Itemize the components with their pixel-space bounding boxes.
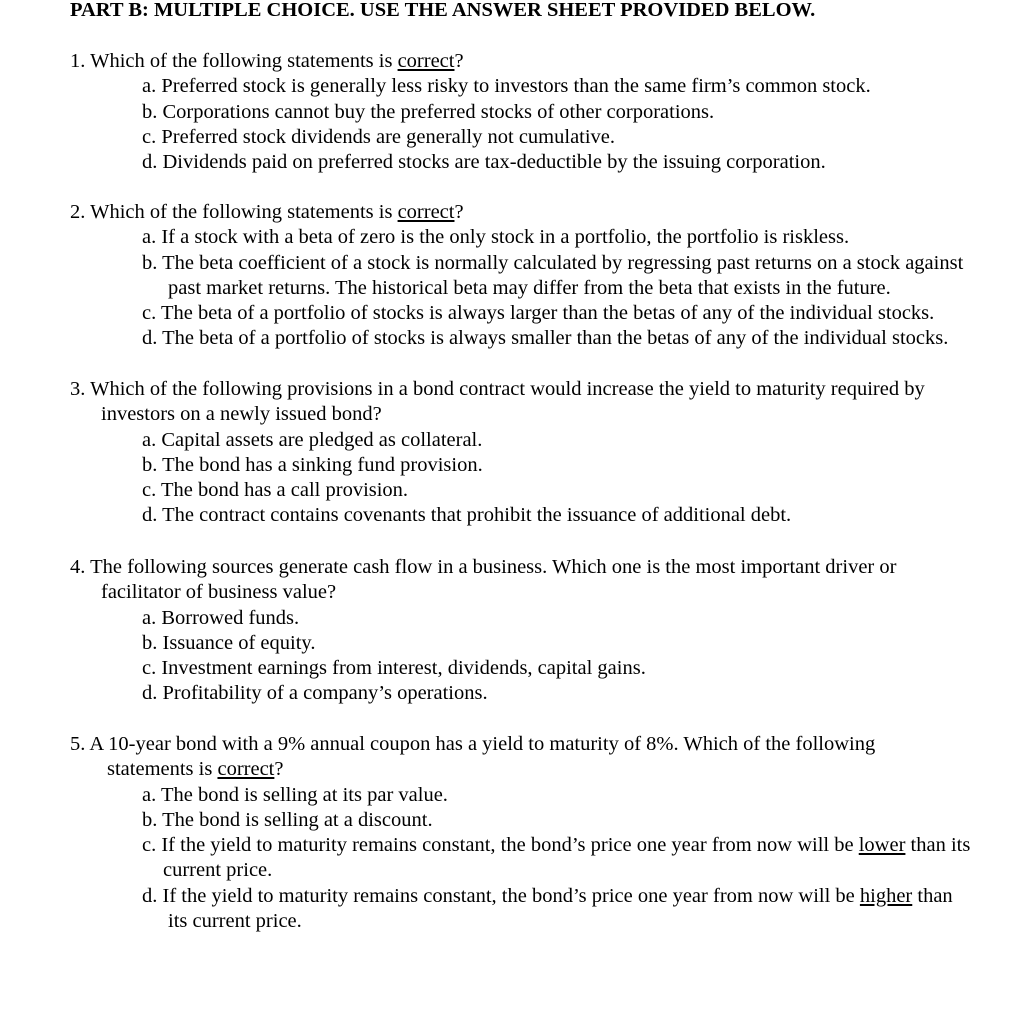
emphasis-underline: correct	[217, 758, 275, 781]
question-4-option-d: d. Profitability of a company’s operations.	[142, 682, 488, 705]
question-1-option-c: c. Preferred stock dividends are generally not cumulative.	[142, 125, 616, 148]
question-2-option-c: c. The beta of a portfolio of stocks is always larger than the betas of any of the individual stocks.	[142, 302, 935, 325]
question-1-option-a: a. Preferred stock is generally less risky to investors than the same firm’s common stock.	[142, 75, 871, 98]
question-2-option-a: a. If a stock with a beta of zero is the only stock in a portfolio, the portfolio is riskless.	[142, 226, 850, 249]
option-continuation: past market returns. The historical beta may differ from the beta that exists in the future.	[168, 276, 891, 299]
question-5-option-d: d. If the yield to maturity remains constant, the bond’s price one year from now will be higher than its current price.	[70, 884, 1020, 935]
question-1-option-b: b. Corporations cannot buy the preferred stocks of other corporations.	[142, 100, 715, 123]
option-continuation: current price.	[163, 859, 273, 882]
question-5-option-b: b. The bond is selling at a discount.	[142, 808, 433, 831]
question-5-option-a: a. The bond is selling at its par value.	[142, 783, 448, 806]
stem-continuation: facilitator of business value?	[101, 581, 337, 604]
question-3	[70, 377, 1020, 529]
section-title: PART B: MULTIPLE CHOICE. USE THE ANSWER SHEET PROVIDED BELOW.	[70, 0, 816, 21]
question-3-option-d: d. The contract contains covenants that prohibit the issuance of additional debt.	[142, 504, 792, 527]
question-4	[70, 555, 1020, 707]
question-3-option-b: b. The bond has a sinking fund provision.	[142, 453, 483, 476]
emphasis-underline: correct	[397, 201, 455, 223]
question-3-stem: 3. Which of the following provisions in a bond contract would increase the yield to maturity required by investors on a newly issued bond?	[70, 377, 1020, 428]
emphasis-underline: higher	[859, 884, 913, 907]
option-continuation: its current price.	[168, 910, 302, 933]
stem-continuation: investors on a newly issued bond?	[101, 403, 382, 426]
emphasis-underline: correct	[397, 50, 455, 72]
question-5-option-c: c. If the yield to maturity remains constant, the bond’s price one year from now will be lower than its current price.	[70, 833, 1020, 884]
question-5	[70, 732, 1020, 934]
question-2-stem: 2. Which of the following statements is correct?	[70, 201, 464, 223]
question-4-option-b: b. Issuance of equity.	[142, 631, 316, 654]
question-2-option-d: d. The beta of a portfolio of stocks is always smaller than the betas of any of the individual stocks.	[142, 327, 949, 350]
question-5-stem: 5. A 10-year bond with a 9% annual coupon has a yield to maturity of 8%. Which of the following statements is correct?	[70, 732, 1020, 783]
emphasis-underline: lower	[858, 834, 906, 857]
question-3-option-a: a. Capital assets are pledged as collateral.	[142, 428, 483, 451]
question-4-stem: 4. The following sources generate cash flow in a business. Which one is the most important driver or facilitator of business value?	[70, 555, 1020, 606]
question-2	[70, 200, 1020, 352]
question-3-option-c: c. The bond has a call provision.	[142, 479, 409, 502]
question-1	[70, 49, 1020, 175]
question-4-option-a: a. Borrowed funds.	[142, 606, 300, 629]
question-2-option-b: b. The beta coefficient of a stock is normally calculated by regressing past returns on a stock against past market returns. The historical beta may differ from the beta that exists in the future.	[70, 251, 1020, 302]
question-1-stem: 1. Which of the following statements is correct?	[70, 50, 464, 72]
question-1-option-d: d. Dividends paid on preferred stocks are tax-deductible by the issuing corporation.	[142, 151, 826, 174]
stem-continuation: statements is correct?	[107, 758, 284, 781]
question-4-option-c: c. Investment earnings from interest, dividends, capital gains.	[142, 657, 646, 680]
